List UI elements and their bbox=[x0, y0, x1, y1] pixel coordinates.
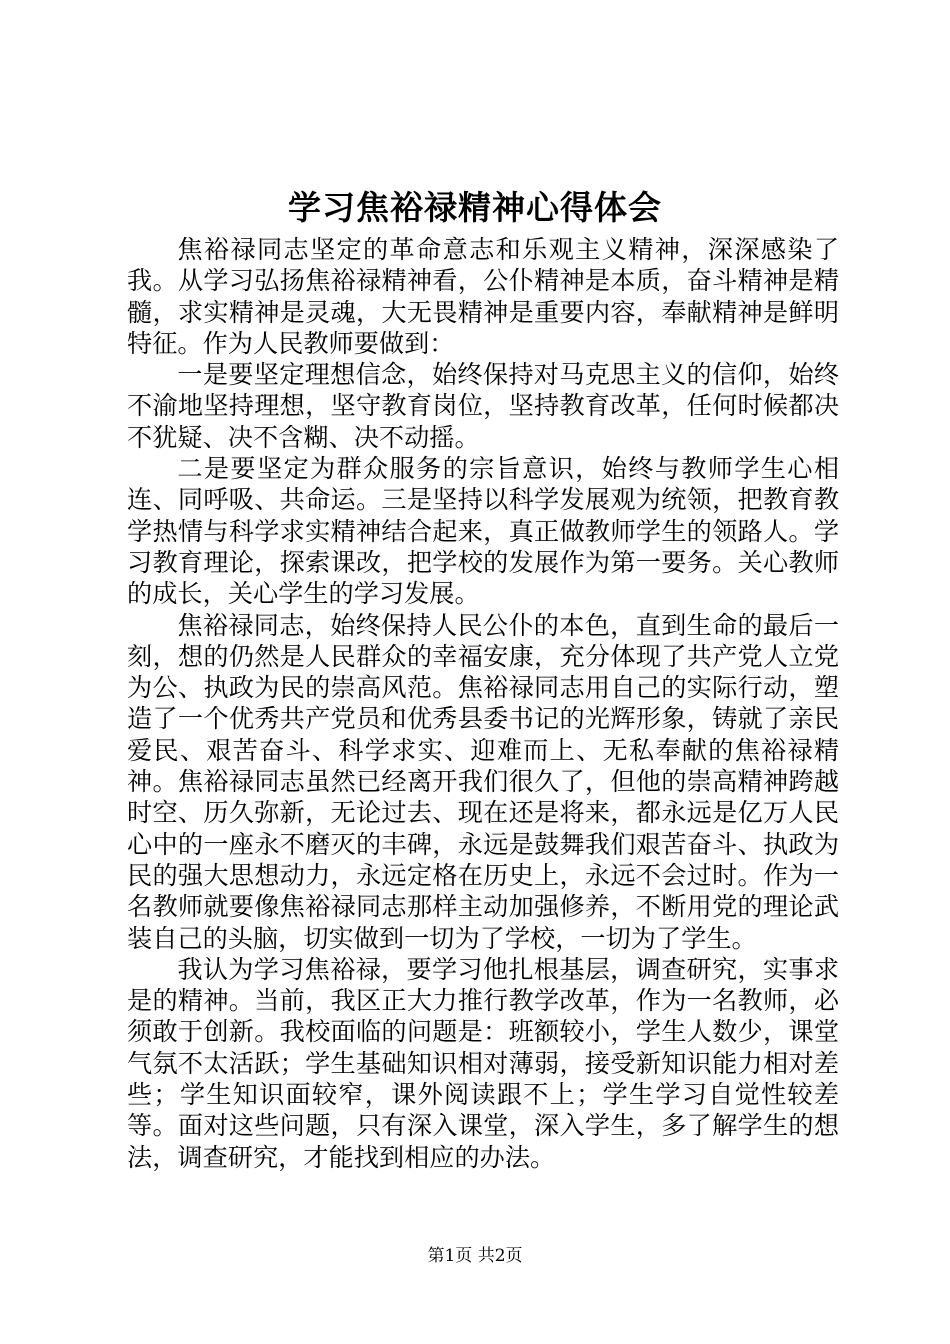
paragraph-3: 二是要坚定为群众服务的宗旨意识，始终与教师学生心相连、同呼吸、共命运。三是坚持以科学发展观为统领，把教育教学热情与科学求实精神结合起来，真正做教师学生的领路人。学习教育理论，探索课改，把学校的发展作为第一要务。关心教师的成长，关心学生的学习发展。 bbox=[127, 454, 839, 609]
page-number-footer: 第1页 共2页 bbox=[427, 1246, 523, 1266]
document-title: 学习焦裕禄精神心得体会 bbox=[288, 188, 662, 227]
document-body bbox=[127, 234, 839, 1173]
paragraph-1: 焦裕禄同志坚定的革命意志和乐观主义精神，深深感染了我。从学习弘扬焦裕禄精神看，公仆精神是本质，奋斗精神是精髓，求实精神是灵魂，大无畏精神是重要内容，奉献精神是鲜明特征。作为人民教师要做到： bbox=[127, 235, 839, 358]
paragraph-5: 我认为学习焦裕禄，要学习他扎根基层，调查研究，实事求是的精神。当前，我区正大力推行教学改革，作为一名教师，必须敢于创新。我校面临的问题是：班额较小，学生人数少，课堂气氛不太活跃；学生基础知识相对薄弱，接受新知识能力相对差些；学生知识面较窄，课外阅读跟不上；学生学习自觉性较差等。面对这些问题，只有深入课堂，深入学生，多了解学生的想法，调查研究，才能找到相应的办法。 bbox=[127, 954, 839, 1172]
paragraph-2: 一是要坚定理想信念，始终保持对马克思主义的信仰，始终不渝地坚持理想，坚守教育岗位，坚持教育改革，任何时候都决不犹疑、决不含糊、决不动摇。 bbox=[127, 360, 839, 452]
paragraph-4: 焦裕禄同志，始终保持人民公仆的本色，直到生命的最后一刻，想的仍然是人民群众的幸福安康，充分体现了共产党人立党为公、执政为民的崇高风范。焦裕禄同志用自己的实际行动，塑造了一个优秀共产党员和优秀县委书记的光辉形象，铸就了亲民爱民、艰苦奋斗、科学求实、迎难而上、无私奉献的焦裕禄精神。焦裕禄同志虽然已经离开我们很久了，但他的崇高精神跨越时空、历久弥新，无论过去、现在还是将来，都永远是亿万人民心中的一座永不磨灭的丰碑，永远是鼓舞我们艰苦奋斗、执政为民的强大思想动力，永远定格在历史上，永远不会过时。作为一名教师就要像焦裕禄同志那样主动加强修养，不断用党的理论武装自己的头脑，切实做到一切为了学校，一切为了学生。 bbox=[127, 610, 839, 953]
